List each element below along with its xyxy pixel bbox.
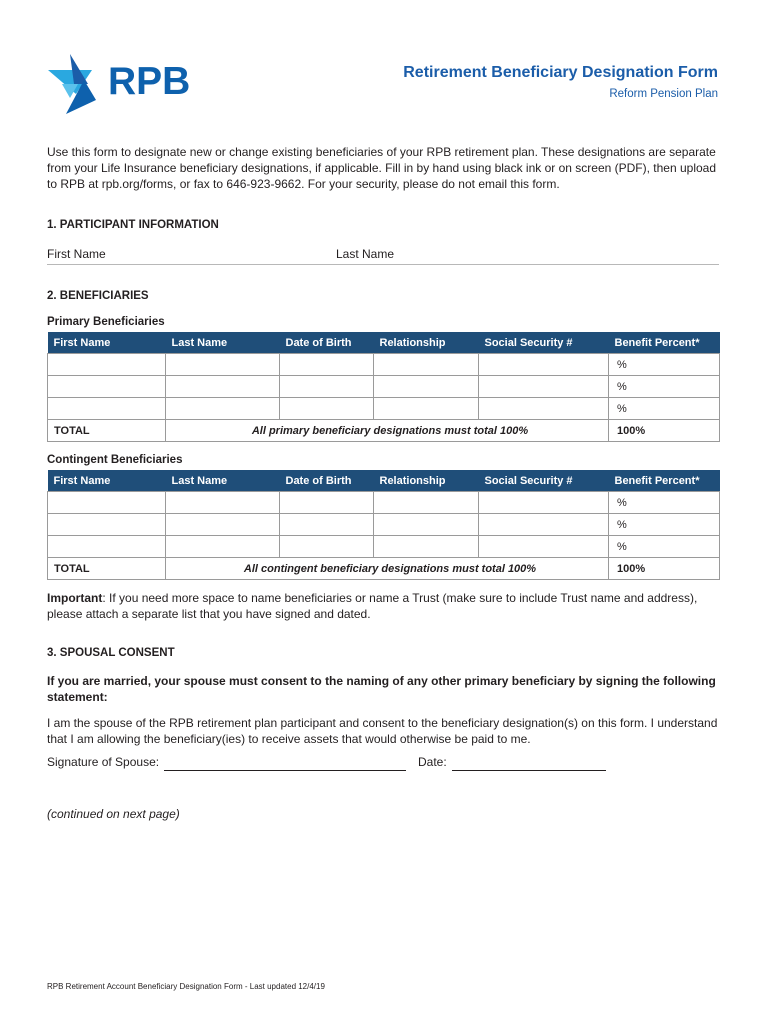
- intro-paragraph: Use this form to designate new or change existing beneficiaries of your RPB retirement plan. These designations are separate from your Life Insurance beneficiary designations, if applicable. Fill in by hand using black ink or on screen (PDF), then upload to RPB at rpb.org/forms, or fax to 646-923-9662. For your security, please do not email this form.: [47, 145, 717, 191]
- table-row: [48, 376, 720, 398]
- total-row: [48, 420, 720, 442]
- col-benefit-percent: Benefit Percent*: [609, 470, 720, 492]
- last-name-cell[interactable]: [166, 398, 280, 420]
- dob-cell[interactable]: [280, 376, 374, 398]
- consent-statement: I am the spouse of the RPB retirement plan participant and consent to the beneficiary designation(s) on this form. I understand that I am allowing the beneficiary(ies) to receive assets that would otherwise be paid to me.: [47, 716, 718, 746]
- total-label: TOTAL: [48, 558, 166, 580]
- percent-cell[interactable]: %: [609, 492, 720, 514]
- contingent-beneficiaries-table: [47, 470, 720, 580]
- ssn-cell[interactable]: [479, 398, 609, 420]
- total-label: TOTAL: [48, 420, 166, 442]
- first-name-cell[interactable]: [48, 354, 166, 376]
- participant-last-name-field[interactable]: Last Name: [336, 247, 395, 261]
- primary-beneficiaries-table: [47, 332, 720, 442]
- percent-cell[interactable]: %: [609, 536, 720, 558]
- dob-cell[interactable]: [280, 514, 374, 536]
- table-row: [48, 354, 720, 376]
- page-footer: RPB Retirement Account Beneficiary Designation Form - Last updated 12/4/19: [47, 982, 325, 991]
- percent-cell[interactable]: %: [609, 376, 720, 398]
- section-spousal-consent-heading: 3. SPOUSAL CONSENT: [47, 647, 175, 659]
- table-row: [48, 492, 720, 514]
- table-header-row: [48, 470, 720, 492]
- table-row: [48, 398, 720, 420]
- first-name-cell[interactable]: [48, 398, 166, 420]
- col-date-of-birth: Date of Birth: [280, 470, 374, 492]
- first-name-cell[interactable]: [48, 514, 166, 536]
- participant-underline: [47, 264, 719, 265]
- percent-cell[interactable]: %: [609, 514, 720, 536]
- signature-label: Signature of Spouse:: [47, 755, 160, 769]
- consent-requirement: If you are married, your spouse must consent to the naming of any other primary beneficiary by signing the following statement:: [47, 674, 716, 704]
- table-header-row: [48, 332, 720, 354]
- col-relationship: Relationship: [374, 470, 479, 492]
- last-name-cell[interactable]: [166, 376, 280, 398]
- first-name-cell[interactable]: [48, 536, 166, 558]
- logo-text: RPB: [108, 60, 191, 103]
- percent-cell[interactable]: %: [609, 398, 720, 420]
- first-name-cell[interactable]: [48, 492, 166, 514]
- total-row: [48, 558, 720, 580]
- section-participant-heading: 1. PARTICIPANT INFORMATION: [47, 219, 219, 231]
- table-row: [48, 514, 720, 536]
- participant-first-name-field[interactable]: First Name: [47, 247, 106, 261]
- col-first-name: First Name: [48, 470, 166, 492]
- date-line[interactable]: [452, 770, 606, 771]
- last-name-cell[interactable]: [166, 514, 280, 536]
- relationship-cell[interactable]: [374, 492, 479, 514]
- form-subtitle: Reform Pension Plan: [609, 88, 718, 100]
- col-ssn: Social Security #: [479, 332, 609, 354]
- form-title: Retirement Beneficiary Designation Form: [403, 64, 718, 81]
- ssn-cell[interactable]: [479, 492, 609, 514]
- total-value: 100%: [609, 558, 720, 580]
- important-note: [47, 590, 727, 622]
- relationship-cell[interactable]: [374, 398, 479, 420]
- dob-cell[interactable]: [280, 398, 374, 420]
- last-name-cell[interactable]: [166, 354, 280, 376]
- col-last-name: Last Name: [166, 332, 280, 354]
- ssn-cell[interactable]: [479, 536, 609, 558]
- last-name-cell[interactable]: [166, 536, 280, 558]
- relationship-cell[interactable]: [374, 514, 479, 536]
- total-note: All contingent beneficiary designations must total 100%: [166, 558, 609, 580]
- col-date-of-birth: Date of Birth: [280, 332, 374, 354]
- total-value: 100%: [609, 420, 720, 442]
- first-name-cell[interactable]: [48, 376, 166, 398]
- last-name-cell[interactable]: [166, 492, 280, 514]
- ssn-cell[interactable]: [479, 354, 609, 376]
- col-benefit-percent: Benefit Percent*: [609, 332, 720, 354]
- col-ssn: Social Security #: [479, 470, 609, 492]
- table-row: [48, 536, 720, 558]
- dob-cell[interactable]: [280, 536, 374, 558]
- col-relationship: Relationship: [374, 332, 479, 354]
- section-beneficiaries-heading: 2. BENEFICIARIES: [47, 290, 149, 302]
- relationship-cell[interactable]: [374, 354, 479, 376]
- continued-note: (continued on next page): [47, 807, 180, 821]
- relationship-cell[interactable]: [374, 376, 479, 398]
- important-label: Important: [47, 591, 103, 605]
- total-note: All primary beneficiary designations must total 100%: [166, 420, 609, 442]
- dob-cell[interactable]: [280, 354, 374, 376]
- contingent-beneficiaries-label: Contingent Beneficiaries: [47, 454, 183, 466]
- percent-cell[interactable]: %: [609, 354, 720, 376]
- ssn-cell[interactable]: [479, 376, 609, 398]
- date-label: Date:: [418, 755, 447, 769]
- important-text: : If you need more space to name beneficiaries or name a Trust (make sure to include Trust name and address), please attach a separate list that you have signed and dated.: [47, 591, 698, 621]
- col-last-name: Last Name: [166, 470, 280, 492]
- star-of-david-icon: [48, 54, 110, 116]
- primary-beneficiaries-label: Primary Beneficiaries: [47, 316, 165, 328]
- col-first-name: First Name: [48, 332, 166, 354]
- relationship-cell[interactable]: [374, 536, 479, 558]
- dob-cell[interactable]: [280, 492, 374, 514]
- signature-line[interactable]: [164, 770, 406, 771]
- ssn-cell[interactable]: [479, 514, 609, 536]
